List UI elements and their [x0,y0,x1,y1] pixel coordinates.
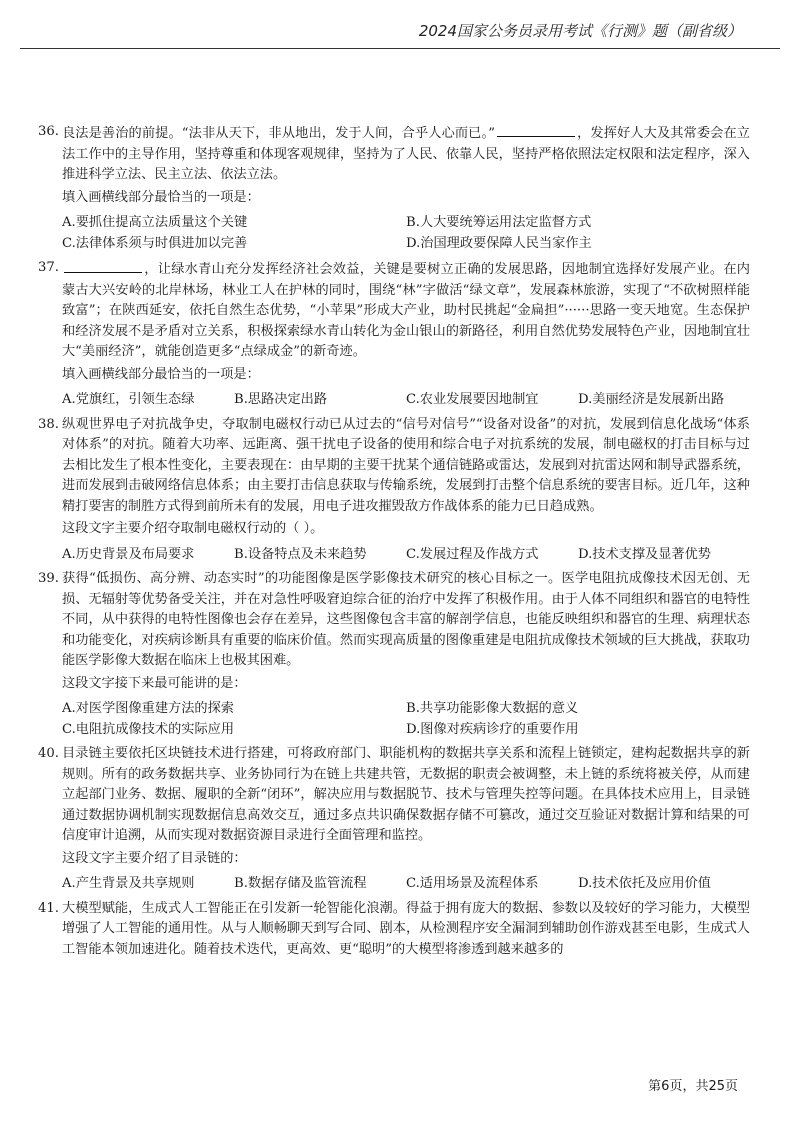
option-c: C.农业发展要因地制宜 [406,392,539,407]
stem-text-before-blank: 良法是善治的前提。“法非从天下，非从地出，发于人间，合乎人心而已。” [62,126,495,141]
question-number: 41. [38,900,59,916]
option-c: C.发展过程及作战方式 [406,546,539,562]
question-40 [38,744,750,895]
question-stem [38,258,750,363]
answer-options [38,213,750,254]
question-number: 36. [38,124,59,139]
option-a: A.产生背景及共享规则 [62,876,195,891]
stem-text-after-blank: ，发挥好人大及其常委会在立法工作中的主导作用，坚持尊重和体现客观规律，坚持为了人民、依靠人民，坚持严格依照法定权限和法定程序，深入推进科学立法、民主立法、依法立法。 [62,126,750,182]
fill-in-blank [64,258,142,273]
option-b: B.数据存储及监管流程 [234,876,367,891]
question-41 [38,899,750,961]
option-d: D.治国理政要保障人民当家作主 [406,235,592,251]
question-37 [38,258,750,411]
option-a: A.要抓住提高立法质量这个关键 [62,215,248,230]
question-number: 37. [38,260,59,275]
question-stem: 纵观世界电子对抗战争史，夺取制电磁权行动已从过去的“信号对信号”“设备对设备”的对抗，发展到信息化战场“体系对体系”的对抗。随着大功率、远距离、强干扰电子设备的使用和综合电子对抗系统的发展，制电磁权的打击目标与过去相比发生了根本性变化，主要表现在：由早期的主要干扰某个通信链路或雷达，发展到对抗雷达网和制导武器系统，进而发展到击破网络信息体系；由主要打击信息获取与传输系统，发展到打击整个信息系统的要害目标。近几年，这种精打要害的制胜方式得到前所未有的发展，用电子进攻摧毁敌方作战体系的能力已日趋成熟。 [62,416,750,514]
question-prompt: 填入画横线部分最恰当的一项是： [62,189,260,205]
answer-options [38,390,750,411]
question-stem: 目录链主要依托区块链技术进行搭建，可将政府部门、职能机构的数据共享关系和流程上链锁定，建构起数据共享的新规则。所有的政务数据共享、业务协同行为在链上共建共管，无数据的职责会被调整，未上链的系统将被关停，从而建立起部门业务、数据、履职的全新“闭环”，解决应用与数据脱节、技术与管理失控等问题。在具体技术应用上，目录链通过数据协调机制实现数据信息高效交互，通过多点共识确保数据存储不可篡改，通过交互验证对数据计算和结果的可信度审计追溯，从而实现对数据资源目录进行全面管理和监控。 [62,746,750,843]
option-d: D.技术依托及应用价值 [578,876,711,891]
question-prompt: 这段文字主要介绍夺取制电磁权行动的（ ）。 [62,521,324,536]
question-number: 38. [38,416,59,432]
option-b: B.共享功能影像大数据的意义 [406,701,579,716]
option-c: C.适用场景及流程体系 [406,876,539,891]
question-stem: 获得“低损伤、高分辨、动态实时”的功能图像是医学影像技术研究的核心目标之一。医学电阻抗成像技术因无创、无损、无辐射等优势备受关注，并在对急性呼吸窘迫综合征的治疗中发挥了积极作用。由于人体不同组织和器官的电特性不同，从中获得的电特性图像也会存在差异，这些图像包含丰富的解剖学信息，也能反映组织和器官的生理、病理状态和功能变化，对疾病诊断具有重要的临床价值。然而实现高质量的图像重建是电阻抗成像技术领域的巨大挑战，获取功能医学影像大数据在临床上也极其困难。 [62,571,750,668]
question-prompt: 填入画横线部分最恰当的一项是： [62,366,260,382]
answer-options [38,874,750,895]
fill-in-blank [497,122,575,137]
page-header-title: 2024国家公务员录用考试《行测》题（副省级） [418,22,742,40]
answer-options [38,699,750,740]
question-36 [38,122,750,254]
option-a: A.对医学图像重建方法的探索 [62,701,234,716]
option-d: D.美丽经济是发展新出路 [578,392,725,407]
question-stem [38,122,750,186]
question-prompt: 这段文字接下来最可能讲的是： [62,675,247,691]
question-39 [38,569,750,740]
question-number: 40. [38,746,59,761]
question-prompt: 这段文字主要介绍了目录链的： [62,850,247,866]
question-38 [38,415,750,566]
answer-options [38,545,750,566]
header-divider [20,48,780,49]
option-b: B.人大要统筹运用法定监督方式 [406,215,592,230]
option-a: A.党旗红，引领生态绿 [62,392,195,407]
option-c: C.法律体系须与时俱进加以完善 [62,235,248,251]
question-stem: 大模型赋能，生成式人工智能正在引发新一轮智能化浪潮。得益于拥有庞大的数据、参数以及较好的学习能力，大模型增强了人工智能的通用性。从与人顺畅聊天到写合同、剧本，从检测程序安全漏洞到辅助创作游戏甚至电影，生成式人工智能本领加速进化。随着技术迭代，更高效、更“聪明”的大模型将渗透到越来越多的 [62,900,750,957]
option-b: B.思路决定出路 [234,392,328,407]
page-number: 第6页，共25页 [648,1079,738,1094]
option-d: D.图像对疾病诊疗的重要作用 [406,721,579,737]
option-b: B.设备特点及未来趋势 [234,546,367,562]
stem-text-after-blank: ，让绿水青山充分发挥经济社会效益，关键是要树立正确的发展思路，因地制宜选择好发展产业。在内蒙古大兴安岭的北岸林场，林业工人在护林的同时，围绕“林”字做活“绿文章”，发展森林旅游，实现了“不砍树照样能致富”；在陕西延安，依托自然生态优势，“小苹果”形成大产业，助村民挑起“金扁担”······思路一变天地宽。生态保护和经济发展不是矛盾对立关系，积极探索绿水青山转化为金山银山的新路径，利用自然优势发展特色产业，因地制宜壮大“美丽经济”，就能创造更多“点绿成金”的新奇迹。 [62,262,750,359]
option-d: D.技术支撑及显著优势 [578,546,711,562]
question-list [38,122,750,964]
option-a: A.历史背景及布局要求 [62,546,195,562]
question-number: 39. [38,571,59,586]
option-c: C.电阻抗成像技术的实际应用 [62,721,235,737]
